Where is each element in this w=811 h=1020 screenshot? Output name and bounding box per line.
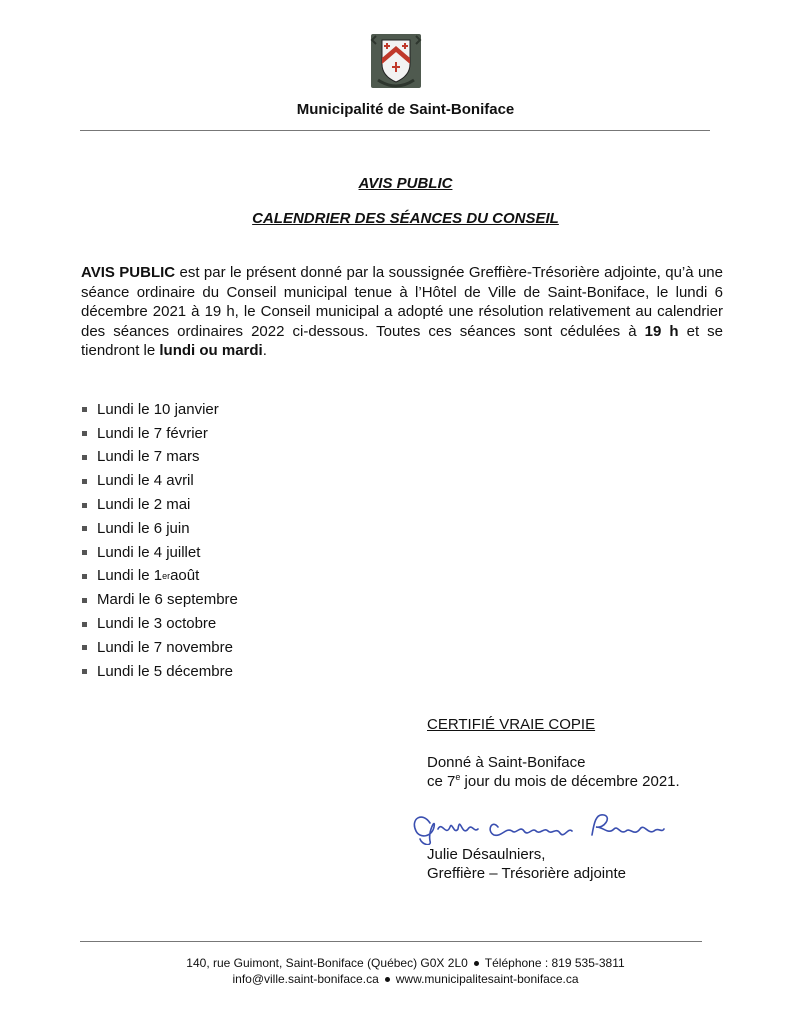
certified-copy-label: CERTIFIÉ VRAIE COPIE [427,716,596,733]
list-item: Lundi le 4 juillet [82,541,238,565]
signer-name: Julie Désaulniers, [427,846,546,863]
footer-divider [80,941,702,942]
bullet-icon [82,455,87,460]
notice-body [81,263,723,361]
list-item: Lundi le 3 octobre [82,612,238,636]
bullet-icon [82,550,87,555]
footer-email: info@ville.saint-boniface.ca [232,972,379,986]
given-line-1: Donné à Saint-Boniface [427,754,586,771]
bullet-icon [385,977,390,982]
bullet-icon [82,645,87,650]
intro-bold-time: 19 h [644,322,679,340]
intro-text-3: . [262,342,267,359]
intro-bold-lead: AVIS PUBLIC [81,264,176,281]
list-item: Lundi le 4 avril [82,469,238,493]
bullet-icon [82,503,87,508]
bullet-icon [474,961,479,966]
bullet-icon [82,574,87,579]
given-line-2: ce 7e jour du mois de décembre 2021. [427,772,680,790]
header-divider [80,130,710,131]
list-item: Lundi le 1 er août [82,565,238,589]
list-item: Lundi le 7 mars [82,446,238,470]
bullet-icon [82,598,87,603]
list-item: Lundi le 7 février [82,422,238,446]
intro-text-2: et se tiendront le [81,322,724,359]
handwritten-signature [408,805,670,845]
given-at-block [427,753,680,791]
list-item: Mardi le 6 septembre [82,588,238,612]
municipal-crest-logo [368,30,424,94]
municipality-title: Municipalité de Saint-Boniface [296,101,515,118]
intro-text-1: est par le présent donné par la soussignée Greffière-Trésorière adjointe, qu’à une séance ordinaire du Conseil municipal tenue à l’Hôtel de Ville de Saint-Boniface, le lundi 6 décembre 2021 à 19 h, le Conseil municipal a adopté une résolution relativement au calendrier des séances ordinaires 2022 ci-dessous. Toutes ces séances sont cédulées à [81,264,723,340]
meeting-dates-list [82,398,238,684]
list-item: Lundi le 10 janvier [82,398,238,422]
notice-title: AVIS PUBLIC [358,175,453,192]
bullet-icon [82,526,87,531]
signer-block [427,845,626,883]
list-item: Lundi le 5 décembre [82,660,238,684]
footer-address: 140, rue Guimont, Saint-Boniface (Québec) G0X 2L0 [186,956,468,970]
notice-subtitle: CALENDRIER DES SÉANCES DU CONSEIL [252,210,559,227]
list-item: Lundi le 2 mai [82,493,238,517]
intro-bold-days: lundi ou mardi [159,342,263,359]
bullet-icon [82,479,87,484]
signer-title: Greffière – Trésorière adjointe [427,865,626,882]
footer-website: www.municipalitesaint-boniface.ca [395,972,579,986]
footer-phone: Téléphone : 819 535-3811 [484,956,625,970]
list-item: Lundi le 6 juin [82,517,238,541]
bullet-icon [82,407,87,412]
bullet-icon [82,622,87,627]
footer-line-2 [0,971,811,987]
footer-line-1 [0,955,811,971]
list-item: Lundi le 7 novembre [82,636,238,660]
bullet-icon [82,669,87,674]
bullet-icon [82,431,87,436]
